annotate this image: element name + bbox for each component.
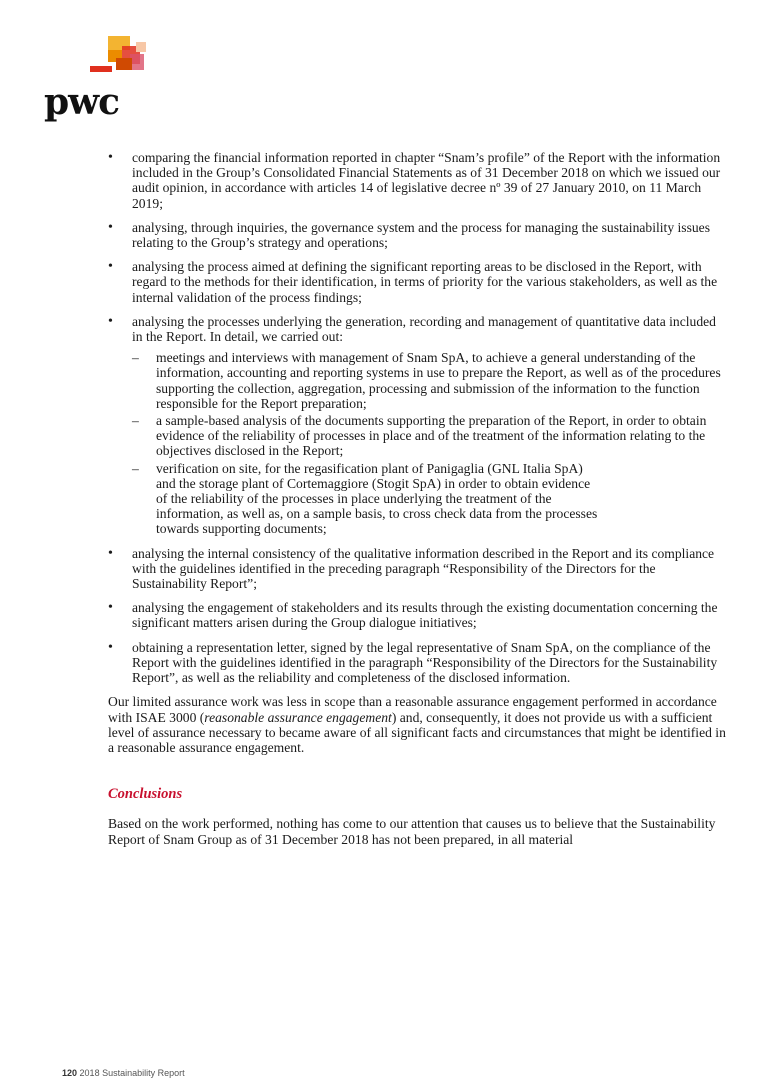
sub-item-text: a sample-based analysis of the documents supporting the preparation of the Report, in order to obtain evidence of the reliability of processes in place and of the treatment of the information relating to the objectives disclosed in the Report; (156, 413, 707, 459)
logo-wordmark: pwc (44, 81, 120, 123)
bullet-text: analysing the internal consistency of the qualitative information described in the Report and its compliance with the guidelines identified in the preceding paragraph “Responsibility of the Directors for the Sustainability Report”; (132, 545, 715, 592)
list-item (108, 259, 728, 305)
report-body (108, 150, 728, 847)
bullet-text: analysing the process aimed at defining the significant reporting areas to be disclosed in the Report, with regard to the methods for their identification, in terms of priority for the various stakeholders, as well as the internal validation of the process findings; (132, 259, 718, 305)
procedures-list (108, 150, 728, 685)
sub-list-item (132, 413, 728, 459)
logo-block-4 (130, 54, 144, 70)
list-item (108, 640, 728, 686)
sub-list-item (132, 461, 728, 537)
pwc-logo (44, 36, 154, 121)
sub-item-text: meetings and interviews with management of Snam SpA, to achieve a general understanding of the information, accounting and reporting systems in use to prepare the Report, as well as of the procedures supporting the collection, aggregation, processing and submission of the information to the function responsible for the Report preparation; (156, 350, 721, 411)
list-item (108, 600, 728, 630)
bullet-text: analysing the engagement of stakeholders and its results through the existing documentation concerning the significant matters arisen during the Group dialogue initiatives; (132, 600, 718, 631)
page-footer (62, 1068, 185, 1078)
paragraph-text-end: ) and, consequently, it does not provide us with a sufficient level of assurance necessary to became aware of all significant facts and circumstances that might be identified in a reasonable assurance engagement. (108, 709, 726, 755)
bullet-text: analysing the processes underlying the generation, recording and management of quantitative data included in the Report. In detail, we carried out: (132, 313, 716, 345)
list-item (108, 220, 728, 250)
list-item (108, 314, 728, 537)
sub-list-item (132, 350, 728, 411)
bullet-text: analysing, through inquiries, the governance system and the process for managing the sustainability issues relating to the Group’s strategy and operations; (132, 219, 710, 251)
limited-assurance-paragraph (108, 694, 728, 755)
bullet-text: comparing the financial information reported in chapter “Snam’s profile” of the Report with the information included in the Group’s Consolidated Financial Statements as of 31 December 2018 on which we issued our audit opinion, in accordance with articles 14 of legislative decree nº 39 of 27 January 2010, on 11 March 2019; (132, 150, 721, 211)
page-number: 120 (62, 1068, 78, 1078)
footer-title: 2018 Sustainability Report (79, 1068, 185, 1078)
logo-block-5 (116, 58, 132, 70)
logo-block-7 (136, 42, 146, 52)
list-item (108, 150, 728, 211)
sub-item-text: verification on site, for the regasification plant of Panigaglia (GNL Italia SpA) and the storage plant of Cortemaggiore (Stogit SpA) in order to obtain evidence of the reliability of the processes in place underlying the treatment of the information, as well as, on a sample basis, to cross check data from the processes towards supporting documents; (156, 460, 598, 537)
sub-procedures-list (132, 350, 728, 536)
paragraph-text-italic: reasonable assurance engagement (204, 709, 392, 725)
paragraph-text-start: Our limited assurance work was less in scope than a reasonable assurance engagement performed in accordance with ISAE 3000 ( (108, 694, 717, 725)
conclusions-paragraph: Based on the work performed, nothing has come to our attention that causes us to believe that the Sustainability Report of Snam Group as of 31 December 2018 has not been prepared, in all material (108, 816, 716, 847)
list-item (108, 546, 728, 592)
section-spacer (108, 755, 728, 787)
bullet-text: obtaining a representation letter, signed by the legal representative of Snam SpA, on the compliance of the Report with the guidelines identified in the paragraph “Responsibility of the Directors for the Sustainability Report”, as well as the reliability and completeness of the disclosed information. (132, 639, 718, 686)
conclusions-heading: Conclusions (108, 786, 183, 803)
logo-block-6 (90, 66, 112, 72)
